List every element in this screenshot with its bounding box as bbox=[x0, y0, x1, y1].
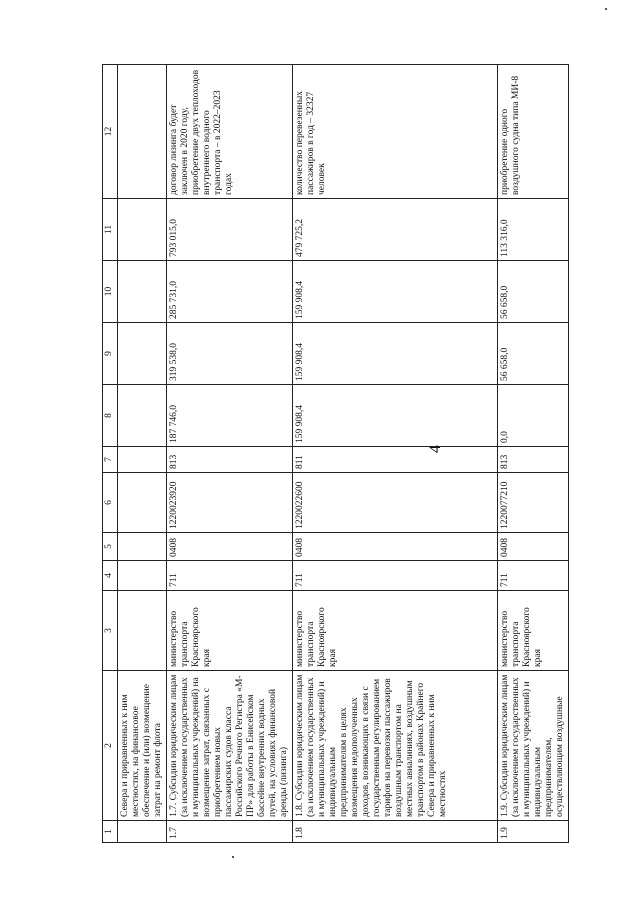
table-row bbox=[498, 65, 569, 843]
cell-amount: 0,0 bbox=[498, 385, 569, 447]
cell-index: 1.8 bbox=[293, 821, 498, 843]
cell-amount: 159 908,4 bbox=[293, 385, 498, 447]
cell-amount: 319 538,0 bbox=[167, 323, 293, 385]
cell-result: количество перевезенных пассажиров в год – 32327 человек bbox=[293, 65, 498, 199]
cell-code: 1220077210 bbox=[498, 473, 569, 533]
cell-code: 811 bbox=[293, 447, 498, 473]
cell-code: 0408 bbox=[498, 533, 569, 561]
table-row bbox=[167, 65, 293, 843]
cell-index: 1.7 bbox=[167, 821, 293, 843]
cell-executor: министерство транспорта Красноярского края bbox=[167, 591, 293, 671]
col-header: 1 bbox=[103, 821, 118, 843]
cell-amount: 56 658,0 bbox=[498, 323, 569, 385]
program-table bbox=[102, 64, 569, 843]
col-header: 10 bbox=[103, 261, 118, 323]
cell-code: 711 bbox=[167, 561, 293, 591]
table-row bbox=[118, 65, 167, 843]
col-header: 9 bbox=[103, 323, 118, 385]
cell-code: 1220023920 bbox=[167, 473, 293, 533]
cell bbox=[118, 591, 167, 671]
cell bbox=[118, 199, 167, 261]
rotated-table-wrapper bbox=[102, 65, 565, 843]
cell-amount: 159 908,4 bbox=[293, 261, 498, 323]
cell-amount: 793 015,0 bbox=[167, 199, 293, 261]
cell bbox=[118, 561, 167, 591]
page-number: 4 bbox=[427, 445, 444, 453]
col-header: 4 bbox=[103, 561, 118, 591]
cell-amount: 479 725,2 bbox=[293, 199, 498, 261]
cell-executor: министерство транспорта Красноярского края bbox=[498, 591, 569, 671]
col-header: 6 bbox=[103, 473, 118, 533]
cell-amount: 159 908,4 bbox=[293, 323, 498, 385]
cell bbox=[118, 533, 167, 561]
col-header: 8 bbox=[103, 385, 118, 447]
cell-description: 1.8. Субсидии юридическим лицам (за исключением государственных и муниципальных учреждений) и индивидуальным предпринимателям в целях возмещения недополученных доходов, возникающих в связи с государственным регулированием тарифов на перевозки пассажиров воздушным транспортом на местных авиалиниях, воздушным транспортом в районах Крайнего Севера и приравненных к ним местностях bbox=[293, 671, 498, 821]
col-header: 7 bbox=[103, 447, 118, 473]
cell-description: Севера и приравненных к ним местностях, на финансовое обеспечение и (или) возмещение затрат на ремонт флота bbox=[118, 671, 167, 821]
cell-amount: 285 731,0 bbox=[167, 261, 293, 323]
cell-amount: 56 658,0 bbox=[498, 261, 569, 323]
cell-code: 0408 bbox=[167, 533, 293, 561]
col-header: 5 bbox=[103, 533, 118, 561]
cell-description: 1.7. Субсидии юридическим лицам (за исключением государственных и муниципальных учреждений) на возмещение затрат, связанных с приобретением новых пассажирских судов класса Российского Речного Регистра «М-ПР» для работы в Енисейском бассейне внутренних водных путей, на условиях финансовой аренды (лизинга) bbox=[167, 671, 293, 821]
cell-code: 813 bbox=[498, 447, 569, 473]
cell-code: 711 bbox=[293, 561, 498, 591]
col-header: 11 bbox=[103, 199, 118, 261]
cell-code: 1220022600 bbox=[293, 473, 498, 533]
cell-description: 1.9. Субсидии юридическим лицам (за исключением государственных и муниципальных учреждений) и индивидуальным предпринимателям, осуществляющим воздушные bbox=[498, 671, 569, 821]
header-row bbox=[103, 65, 118, 843]
cell bbox=[118, 447, 167, 473]
cell bbox=[118, 385, 167, 447]
cell bbox=[118, 473, 167, 533]
cell-code: 711 bbox=[498, 561, 569, 591]
cell-result: приобретение одного воздушного судна типа МИ-8 bbox=[498, 65, 569, 199]
cell-code: 813 bbox=[167, 447, 293, 473]
scan-speck bbox=[605, 8, 607, 10]
col-header: 2 bbox=[103, 671, 118, 821]
cell bbox=[118, 323, 167, 385]
col-header: 3 bbox=[103, 591, 118, 671]
scan-speck bbox=[232, 856, 234, 858]
cell-index: 1.9 bbox=[498, 821, 569, 843]
cell-executor: министерство транспорта Красноярского края bbox=[293, 591, 498, 671]
col-header: 12 bbox=[103, 65, 118, 199]
cell bbox=[118, 65, 167, 199]
cell bbox=[118, 261, 167, 323]
table-row bbox=[293, 65, 498, 843]
cell-result: договор лизинга будет заключен в 2020 году, приобретение двух теплоходов внутреннего водного транспорта – в 2022–2023 годах bbox=[167, 65, 293, 199]
cell-code: 0408 bbox=[293, 533, 498, 561]
cell bbox=[118, 821, 167, 843]
cell-amount: 187 746,0 bbox=[167, 385, 293, 447]
cell-amount: 113 316,0 bbox=[498, 199, 569, 261]
